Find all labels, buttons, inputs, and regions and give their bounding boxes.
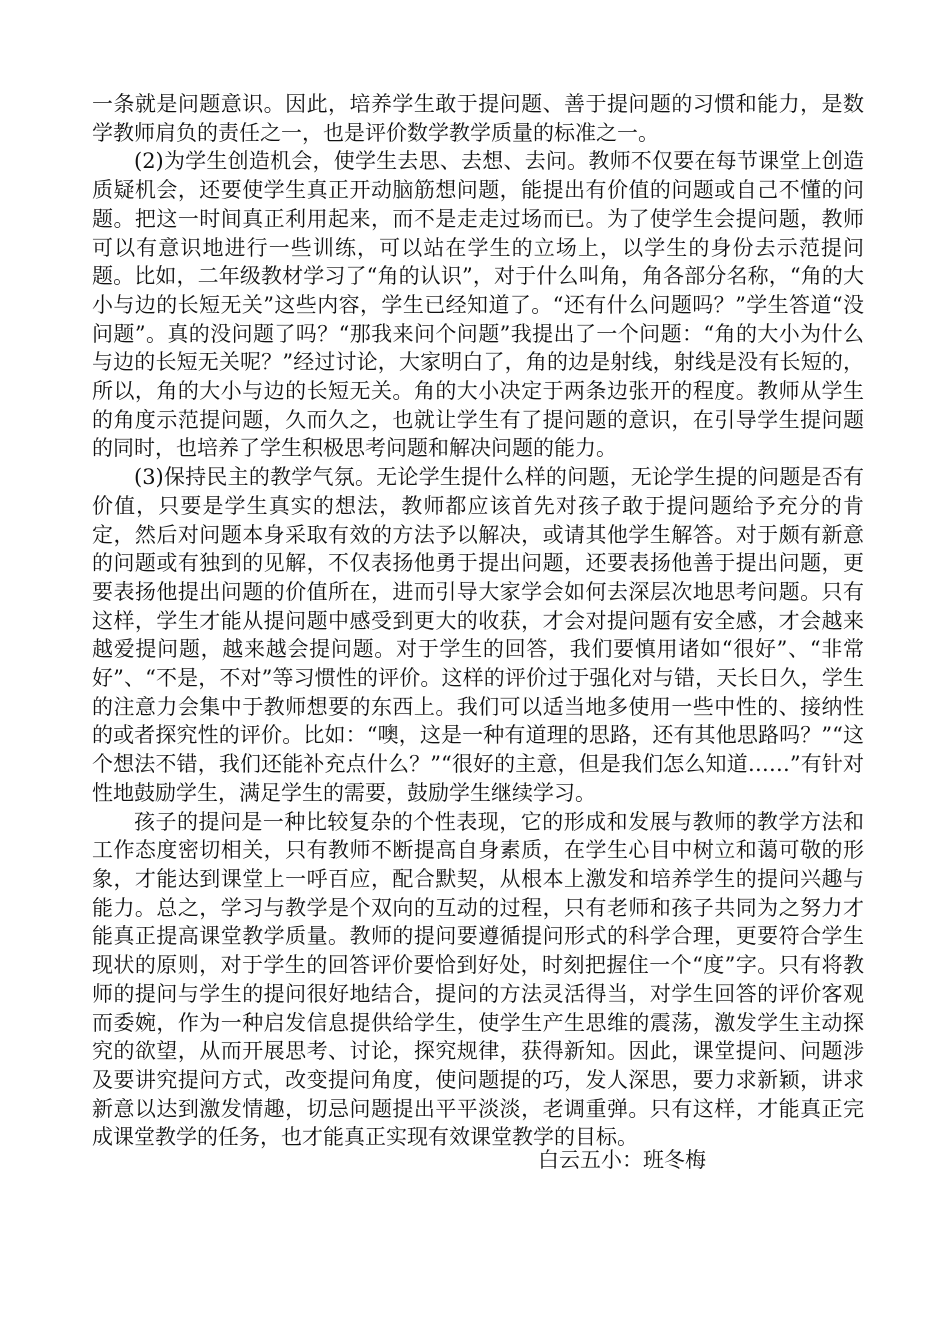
author-signature: 白云五小：班冬梅 (538, 1148, 706, 1172)
paragraph-1-continuation: 一条就是问题意识。因此，培养学生敢于提问题、善于提问题的习惯和能力，是数学教师肩负的责任之一，也是评价数学教学质量的标准之一。 (92, 92, 864, 145)
paragraph-3-democratic-atmosphere: (3)保持民主的教学气氛。无论学生提什么样的问题，无论学生提的问题是否有价值，只要是学生真实的想法，教师都应该首先对孩子敢于提问题给予充分的肯定，然后对问题本身采取有效的方法予以解决，或请其他学生解答。对于颇有新意的问题或有独到的见解，不仅表扬他勇于提出问题，还要表扬他善于提出问题，更要表扬他提出问题的价值所在，进而引导大家学会如何去深层次地思考问题。只有这样，学生才能从提问题中感受到更大的收获，才会对提问题有安全感，才会越来越爱提问题，越来越会提问题。对于学生的回答，我们要慎用诸如“很好”、“非常好”、“不是，不对”等习惯性的评价。这样的评价过于强化对与错，天长日久，学生的注意力会集中于教师想要的东西上。我们可以适当地多使用一些中性的、接纳性的或者探究性的评价。比如：“噢，这是一种有道理的思路，还有其他思路吗？”“这个想法不错，我们还能补充点什么？”“很好的主意，但是我们怎么知道……”有针对性地鼓励学生，满足学生的需要，鼓励学生继续学习。 (92, 465, 864, 805)
document-body (92, 90, 864, 1152)
paragraph-2-opportunities: (2)为学生创造机会，使学生去思、去想、去问。教师不仅要在每节课堂上创造质疑机会，还要使学生真正开动脑筋想问题，能提出有价值的问题或自己不懂的问题。把这一时间真正利用起来，而不是走走过场而已。为了使学生会提问题，教师可以有意识地进行一些训练，可以站在学生的立场上，以学生的身份去示范提问题。比如，二年级教材学习了“角的认识”，对于什么叫角，角各部分名称，“角的大小与边的长短无关”这些内容，学生已经知道了。“还有什么问题吗？”学生答道“没问题”。真的没问题了吗？“那我来问个问题”我提出了一个问题：“角的大小为什么与边的长短无关呢？”经过讨论，大家明白了，角的边是射线，射线是没有长短的，所以，角的大小与边的长短无关。角的大小决定于两条边张开的程度。教师从学生的角度示范提问题，久而久之，也就让学生有了提问题的意识，在引导学生提问题的同时，也培养了学生积极思考问题和解决问题的能力。 (92, 149, 864, 461)
paragraph-4-conclusion: 孩子的提问是一种比较复杂的个性表现，它的形成和发展与教师的教学方法和工作态度密切相关，只有教师不断提高自身素质，在学生心目中树立和蔼可敬的形象，才能达到课堂上一呼百应，配合默契，从根本上激发和培养学生的提问兴趣与能力。总之，学习与教学是个双向的互动的过程，只有老师和孩子共同为之努力才能真正提高课堂教学质量。教师的提问要遵循提问形式的科学合理，更要符合学生现状的原则，对于学生的回答评价要恰到好处，时刻把握住一个“度”字。只有将教师的提问与学生的提问很好地结合，提问的方法灵活得当，对学生回答的评价客观而委婉，作为一种启发信息提供给学生，使学生产生思维的震荡，激发学生主动探究的欲望，从而开展思考、讨论，探究规律，获得新知。因此，课堂提问、问题涉及要讲究提问方式，改变提问角度，使问题提的巧，发人深思，要力求新颖，讲求新意以达到激发情趣，切忌问题提出平平淡淡，老调重弹。只有这样，才能真正完成课堂教学的任务，也才能真正实现有效课堂教学的目标。 (92, 809, 864, 1150)
